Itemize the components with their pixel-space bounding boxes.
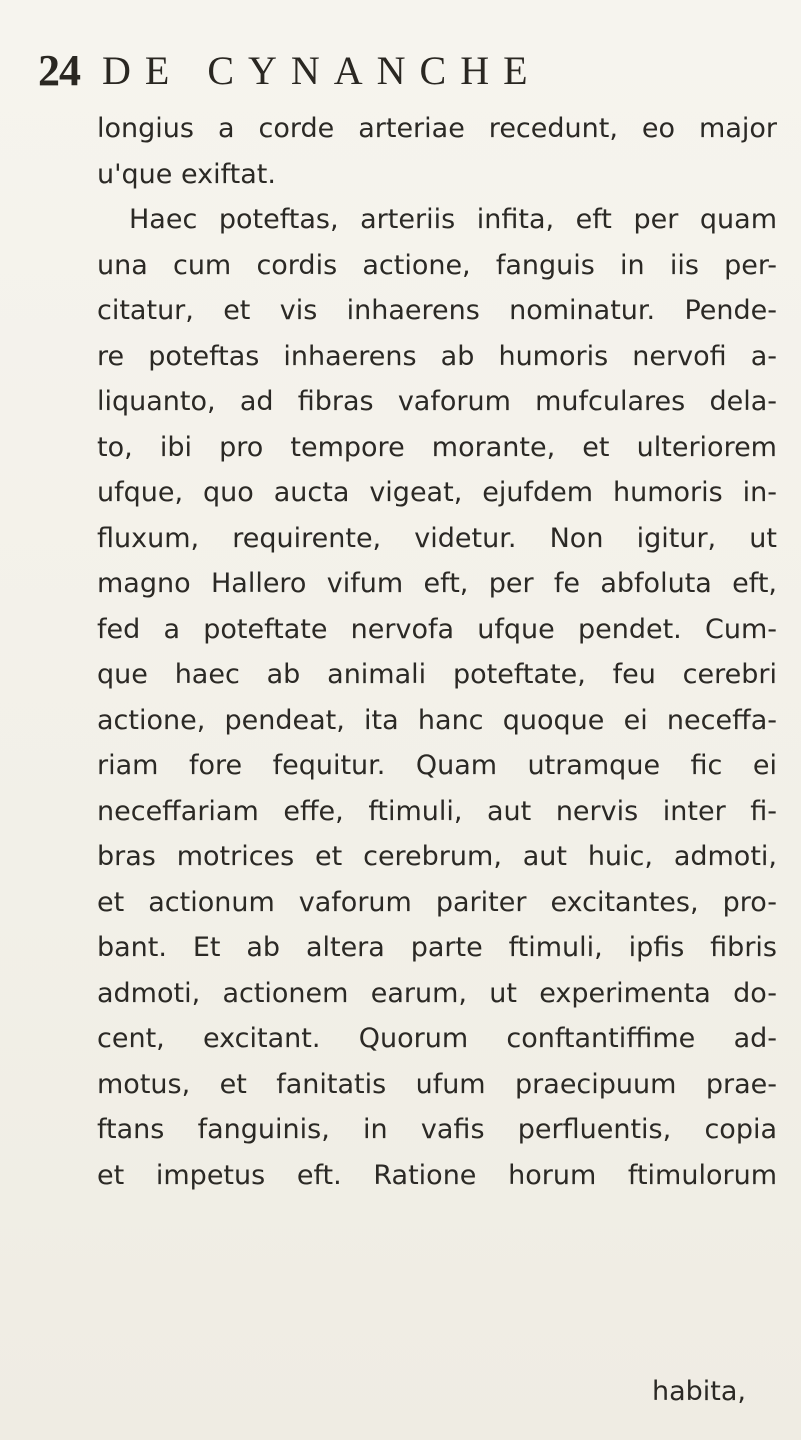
text-line: bant. Et ab altera parte ftimuli, ipfis fibris	[97, 932, 777, 963]
text-line: ufque, quo aucta vigeat, ejufdem humoris in-	[97, 477, 777, 508]
text-line: una cum cordis actione, fanguis in iis per-	[97, 249, 777, 281]
text-line: et actionum vaforum pariter excitantes, pro-	[97, 886, 777, 918]
text-line: liquanto, ad fibras vaforum mufculares dela-	[97, 386, 777, 417]
text-line: re poteftas inhaerens ab humoris nervofi a-	[97, 340, 777, 372]
text-line: admoti, actionem earum, ut experimenta do-	[97, 977, 777, 1009]
text-line: ftans fanguinis, in vafis perfluentis, copia	[97, 1114, 777, 1145]
text-line: citatur, et vis inhaerens nominatur. Pende-	[97, 295, 777, 326]
body-text	[97, 106, 777, 1198]
text-line: neceffariam effe, ftimuli, aut nervis inter fi-	[97, 795, 777, 827]
text-line: et impetus eft. Ratione horum ftimulorum	[97, 1159, 777, 1191]
text-line: magno Hallero vifum eft, per fe abfoluta eft,	[97, 568, 777, 599]
text-line: u'que exiftat.	[97, 158, 276, 190]
text-line: Haec poteftas, arteriis infita, eft per quam	[129, 204, 777, 235]
running-head	[38, 42, 761, 98]
text-line: longius a corde arteriae recedunt, eo major	[97, 113, 777, 144]
text-line: actione, pendeat, ita hanc quoque ei neceffa-	[97, 704, 777, 736]
running-title: DE CYNANCHE	[102, 47, 542, 93]
text-line: bras motrices et cerebrum, aut huic, admoti,	[97, 841, 777, 872]
text-line: to, ibi pro tempore morante, et ulteriorem	[97, 431, 777, 463]
catchword: habita,	[652, 1376, 747, 1407]
text-line: cent, excitant. Quorum conftantiffime ad-	[97, 1023, 777, 1054]
text-line: motus, et fanitatis ufum praecipuum prae-	[97, 1068, 777, 1100]
page-number: 24	[38, 45, 80, 95]
text-line: riam fore fequitur. Quam utramque fic ei	[97, 750, 777, 781]
text-line: que haec ab animali poteftate, feu cerebri	[97, 659, 777, 690]
text-line: fed a poteftate nervofa ufque pendet. Cum-	[97, 613, 777, 645]
text-line: fluxum, requirente, videtur. Non igitur, ut	[97, 522, 777, 554]
